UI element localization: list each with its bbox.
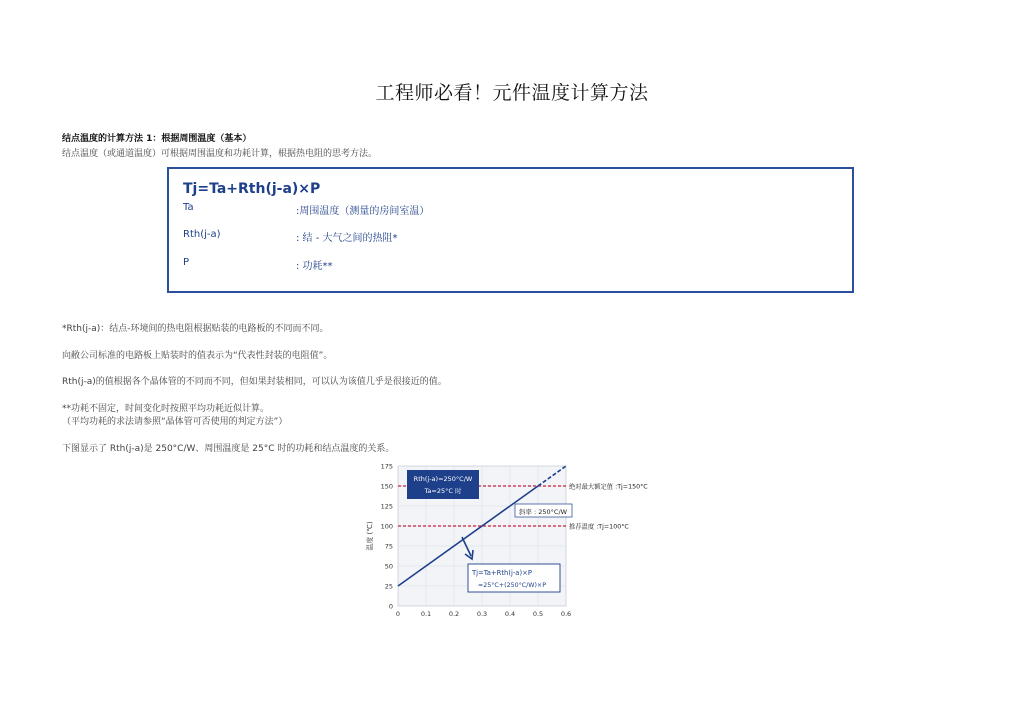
y-tick-label: 25	[384, 582, 393, 591]
y-tick-label: 75	[384, 542, 393, 551]
def-desc-ta: :周围温度（测量的房间室温）	[296, 206, 430, 217]
def-desc-p: : 功耗**	[296, 261, 333, 272]
x-tick-label: 0	[395, 610, 401, 618]
x-tick-label: 0.3	[476, 610, 488, 618]
note-average-power: （平均功耗的求法请参照“晶体管可否使用的判定方法”）	[62, 417, 288, 427]
note-rth: *Rth(j-a)：结点-环境间的热电阻根据贴装的电路板的不同而不同。	[62, 324, 329, 334]
note-chart-caption: 下图显示了 Rth(j-a)是 250°C/W、周围温度是 25°C 时的功耗和结点温度的关系。	[62, 444, 395, 454]
note-rth-value: Rth(j-a)的值根据各个晶体管的不同而不同，但如果封装相同，可以认为该值几乎是很接近的值。	[62, 377, 447, 387]
y-tick-label: 100	[380, 522, 393, 531]
x-tick-label: 0.1	[420, 610, 432, 618]
section-heading: 结点温度的计算方法 1：根据周围温度（基本）	[62, 134, 252, 144]
page-title: 工程师必看！元件温度计算方法	[375, 82, 649, 104]
y-tick-label: 0	[388, 602, 393, 611]
x-tick-label: 0.4	[504, 610, 516, 618]
x-tick-label: 0.5	[532, 610, 544, 618]
info-box-line1: Rth(j-a)=250°C/W	[413, 475, 473, 483]
intro-text: 结点温度（或通道温度）可根据周围温度和功耗计算，根据热电阻的思考方法。	[62, 149, 378, 159]
def-symbol-p: P	[183, 257, 190, 268]
def-desc-rth: : 结 - 大气之间的热阻*	[296, 233, 398, 244]
reference-line-label: 绝对最大额定值 :Tj=150°C	[569, 483, 648, 491]
y-axis-label: 温度 (℃)	[366, 521, 374, 551]
y-tick-label: 150	[380, 482, 393, 491]
y-tick-label: 125	[380, 502, 393, 511]
y-tick-label: 175	[380, 462, 393, 471]
def-symbol-ta: Ta	[183, 202, 194, 213]
x-tick-label: 0.2	[448, 610, 460, 618]
chart-formula-line2: =25°C+(250°C/W)×P	[478, 582, 547, 589]
slope-label: 斜率 : 250°C/W	[518, 508, 568, 516]
def-symbol-rth: Rth(j-a)	[183, 229, 221, 240]
reference-line-label: 推荐温度 :Tj=100°C	[569, 523, 629, 531]
info-box-line2: Ta=25°C 时	[424, 487, 462, 495]
chart-svg	[350, 458, 680, 624]
chart-formula-line1: Tj=Ta+Rth(j-a)×P	[472, 569, 532, 577]
x-tick-label: 0.6	[560, 610, 572, 618]
y-tick-label: 50	[384, 562, 393, 571]
formula-box	[167, 167, 854, 293]
chart	[350, 458, 680, 624]
note-standard-board: 向敝公司标准的电路板上贴装时的值表示为“代表性封装的电阻值”。	[62, 351, 333, 361]
note-power: **功耗不固定，时间变化时按照平均功耗近似计算。	[62, 404, 270, 414]
formula: Tj=Ta+Rth(j-a)×P	[183, 181, 321, 197]
